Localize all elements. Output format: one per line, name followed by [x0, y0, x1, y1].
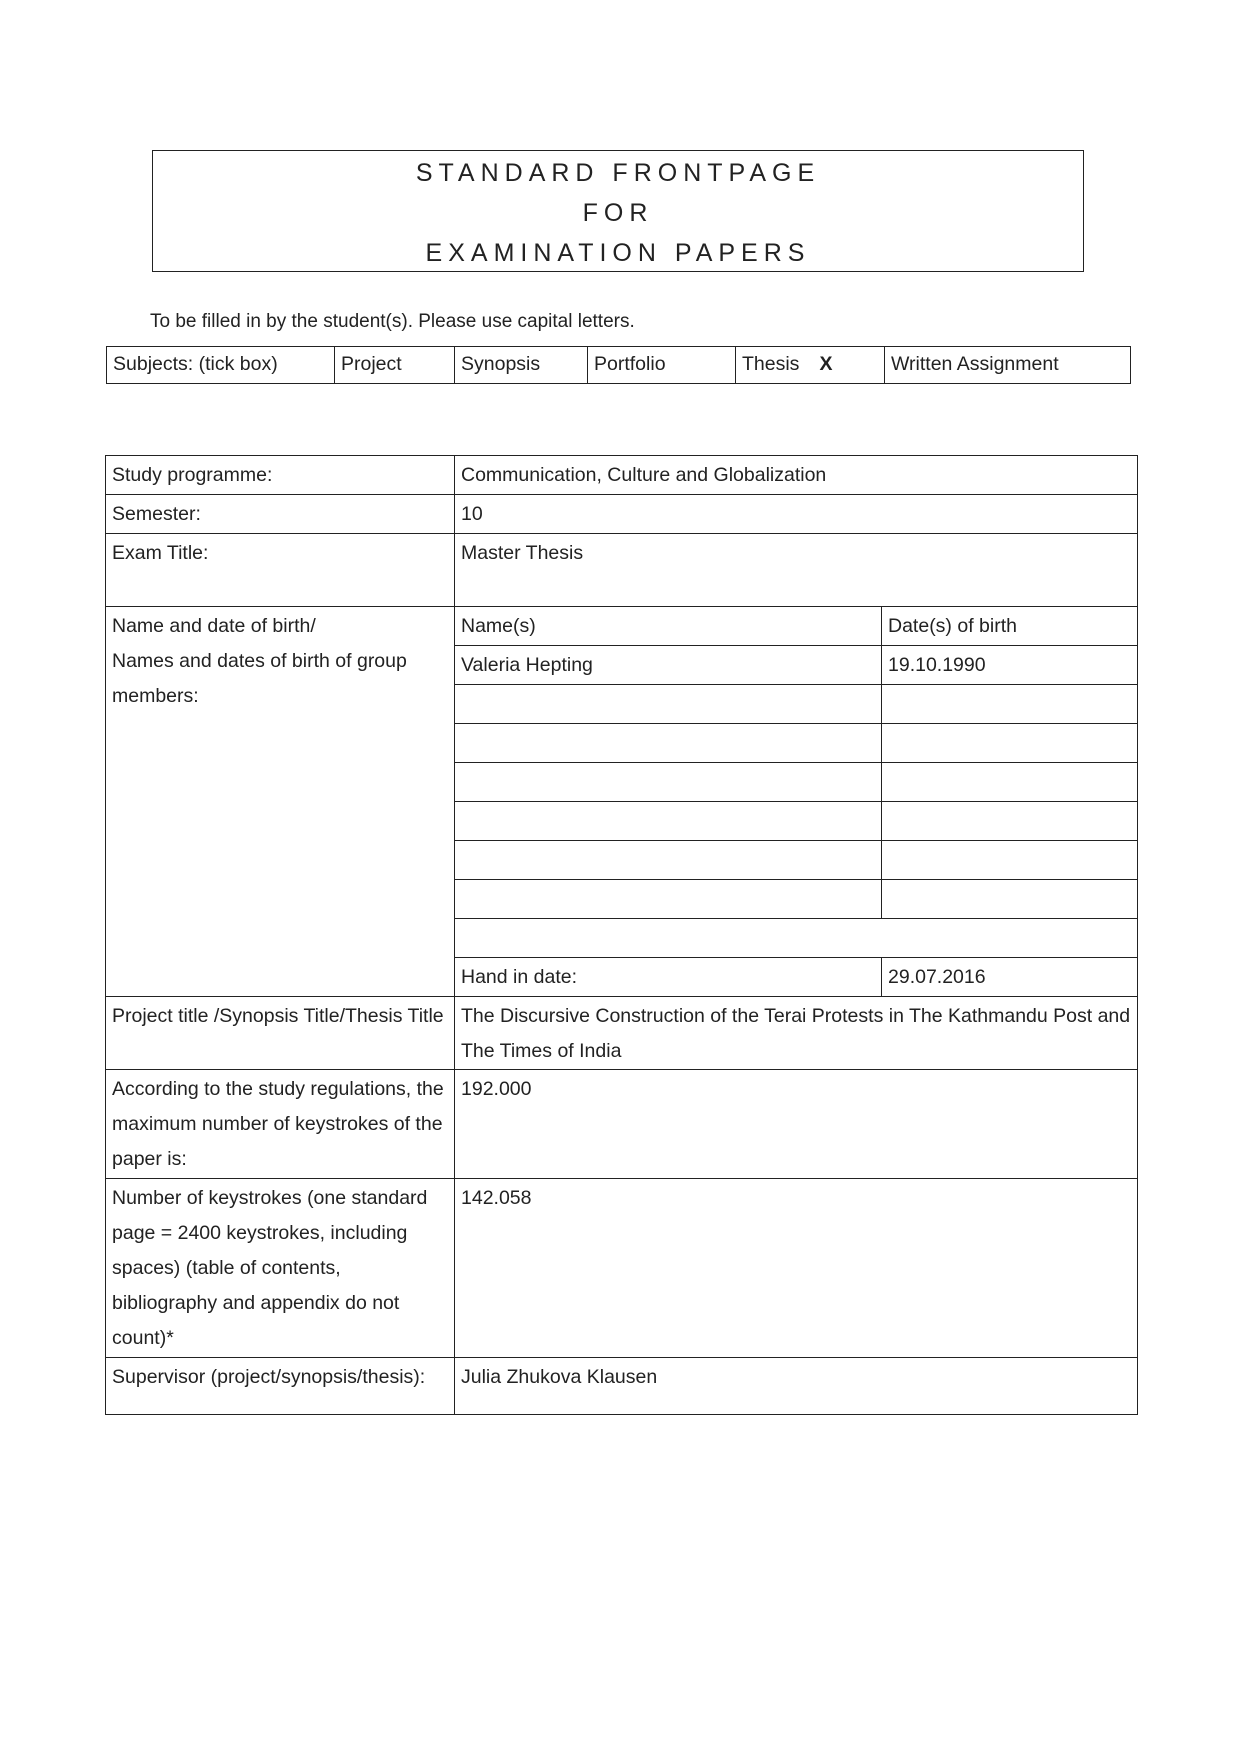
title-line-3: EXAMINATION PAPERS	[425, 239, 811, 267]
study-programme-value[interactable]: Communication, Culture and Globalization	[455, 456, 1138, 495]
thesis-title-label: Project title /Synopsis Title/Thesis Title	[106, 997, 455, 1070]
member-extra-row[interactable]	[455, 919, 1138, 958]
names-header: Name(s)	[455, 607, 882, 646]
thesis-tick-mark: X	[819, 353, 833, 375]
title-line-2: FOR	[582, 199, 654, 227]
num-keystrokes-value[interactable]: 142.058	[455, 1179, 1138, 1358]
group-members-label	[106, 607, 455, 997]
subjects-table	[106, 346, 1131, 384]
semester-label: Semester:	[106, 495, 455, 534]
member-name-5[interactable]	[455, 802, 882, 841]
thesis-title-value[interactable]: The Discursive Construction of the Terai Protests in The Kathmandu Post and The Times of India	[455, 997, 1138, 1070]
instruction-text: To be filled in by the student(s). Please use capital letters.	[150, 311, 635, 332]
num-keystrokes-label: Number of keystrokes (one standard page = 2400 keystrokes, including spaces) (table of contents, bibliography and appendix do not count)*	[106, 1179, 455, 1358]
member-name-4[interactable]	[455, 763, 882, 802]
subject-project[interactable]: Project	[335, 347, 455, 384]
supervisor-label: Supervisor (project/synopsis/thesis):	[106, 1358, 455, 1415]
subject-synopsis[interactable]: Synopsis	[455, 347, 588, 384]
member-dob-2[interactable]	[882, 685, 1138, 724]
member-dob-6[interactable]	[882, 841, 1138, 880]
subject-portfolio[interactable]: Portfolio	[588, 347, 736, 384]
subject-written-assignment[interactable]: Written Assignment	[885, 347, 1131, 384]
hand-in-value[interactable]: 29.07.2016	[882, 958, 1138, 997]
member-dob-3[interactable]	[882, 724, 1138, 763]
exam-form-table	[105, 455, 1138, 1415]
member-name-3[interactable]	[455, 724, 882, 763]
subject-thesis-label: Thesis	[742, 353, 800, 375]
max-keystrokes-label: According to the study regulations, the maximum number of keystrokes of the paper is:	[106, 1070, 455, 1179]
dob-header: Date(s) of birth	[882, 607, 1138, 646]
subject-thesis[interactable]	[736, 347, 885, 384]
semester-value[interactable]: 10	[455, 495, 1138, 534]
member-dob-1[interactable]: 19.10.1990	[882, 646, 1138, 685]
supervisor-value[interactable]: Julia Zhukova Klausen	[455, 1358, 1138, 1415]
exam-title-value[interactable]: Master Thesis	[455, 534, 1138, 607]
subjects-label: Subjects: (tick box)	[107, 347, 335, 384]
study-programme-label: Study programme:	[106, 456, 455, 495]
exam-title-label: Exam Title:	[106, 534, 455, 607]
member-dob-5[interactable]	[882, 802, 1138, 841]
max-keystrokes-value[interactable]: 192.000	[455, 1070, 1138, 1179]
member-dob-7[interactable]	[882, 880, 1138, 919]
group-members-label-line1: Name and date of birth/	[112, 615, 316, 637]
member-dob-4[interactable]	[882, 763, 1138, 802]
title-line-1: STANDARD FRONTPAGE	[415, 159, 821, 187]
hand-in-label: Hand in date:	[455, 958, 882, 997]
member-name-2[interactable]	[455, 685, 882, 724]
member-name-6[interactable]	[455, 841, 882, 880]
title-box	[152, 150, 1084, 272]
group-members-label-line2: Names and dates of birth of group members:	[112, 650, 407, 707]
member-name-1[interactable]: Valeria Hepting	[455, 646, 882, 685]
member-name-7[interactable]	[455, 880, 882, 919]
